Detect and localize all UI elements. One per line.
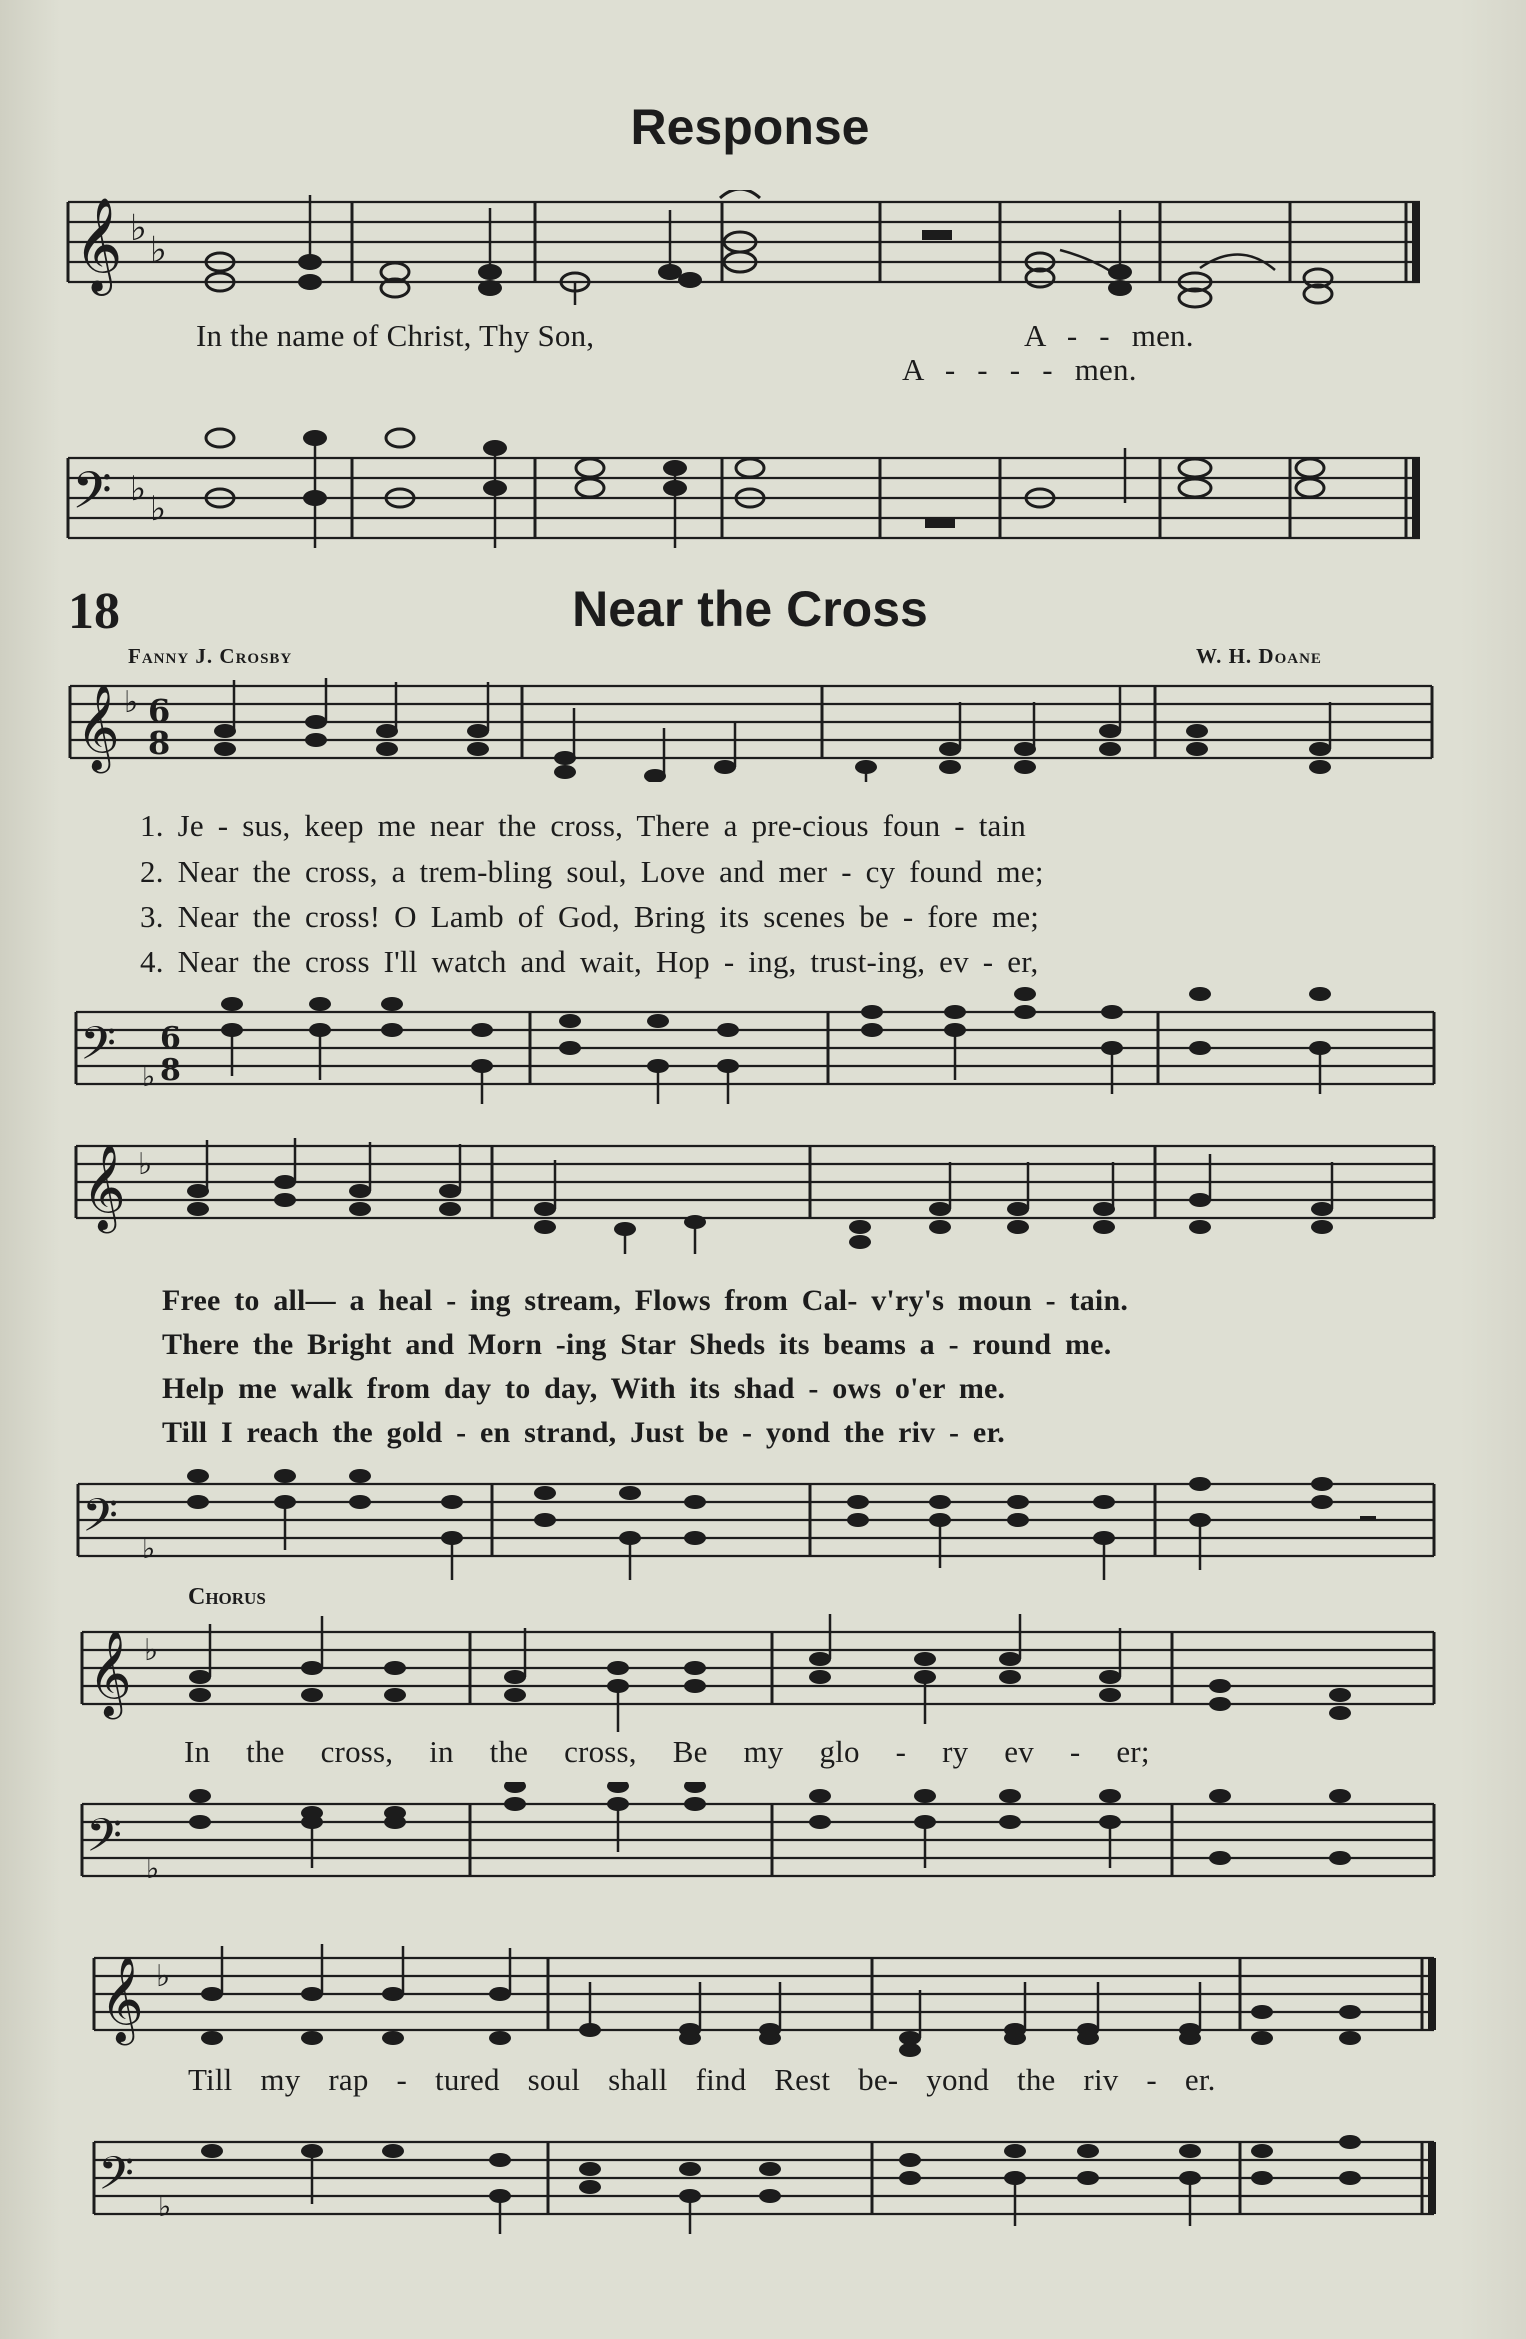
svg-text:6: 6 <box>148 692 171 730</box>
chorus1-treble-staff <box>0 1614 1526 1734</box>
verse1-line1: 1. Je - sus, keep me near the cross, There a pre-cious foun - tain <box>140 808 1026 843</box>
composer-credit: W. H. Doane <box>1196 644 1322 668</box>
verse2-line1: 2. Near the cross, a trem-bling soul, Love and mer - cy found me; <box>140 854 1044 889</box>
hymn-number: 18 <box>68 583 120 640</box>
svg-text:8: 8 <box>148 724 171 762</box>
svg-text:𝄞: 𝄞 <box>100 1956 144 2042</box>
svg-text:𝄢: 𝄢 <box>80 1017 117 1082</box>
svg-text:♭: ♭ <box>146 1852 160 1885</box>
verse4-line2: Till I reach the gold - en strand, Just be - yond the riv - er. <box>162 1416 1005 1449</box>
verse2-line2: There the Bright and Morn -ing Star Sheds its beams a - round me. <box>162 1328 1112 1361</box>
svg-text:♭: ♭ <box>130 469 147 509</box>
svg-text:8: 8 <box>160 1053 181 1088</box>
svg-text:♭: ♭ <box>130 208 147 249</box>
svg-text:♭: ♭ <box>142 1060 156 1093</box>
response-treble-staff <box>0 190 1526 310</box>
svg-text:♭: ♭ <box>142 1532 156 1565</box>
chorus1-bass-staff <box>0 1782 1526 1892</box>
svg-text:♭: ♭ <box>124 685 139 720</box>
system2-treble-staff <box>0 1134 1526 1254</box>
chorus-label: Chorus <box>188 1584 266 1610</box>
chorus-line1: In the cross, in the cross, Be my glo - ry ev - er; <box>184 1734 1150 1769</box>
svg-text:𝄞: 𝄞 <box>88 1630 132 1716</box>
svg-text:𝄢: 𝄢 <box>86 1809 123 1874</box>
response-bass-staff <box>0 418 1526 548</box>
chorus-line2: Till my rap - tured soul shall find Rest be- yond the riv - er. <box>188 2062 1216 2097</box>
chorus2-bass-staff <box>0 2108 1526 2238</box>
svg-text:♭: ♭ <box>150 230 167 271</box>
system1-bass-staff <box>0 984 1526 1104</box>
author-credit: Fanny J. Crosby <box>128 644 293 668</box>
svg-text:♭: ♭ <box>156 1959 171 1994</box>
response-lyric-line1: In the name of Christ, Thy Son, <box>196 318 595 353</box>
system2-bass-staff <box>0 1460 1526 1580</box>
verse1-line2: Free to all— a heal - ing stream, Flows from Cal- v'ry's moun - tain. <box>162 1284 1129 1317</box>
system1-treble-staff <box>0 672 1526 782</box>
response-title: Response <box>630 99 870 155</box>
svg-text:𝄢: 𝄢 <box>72 460 112 533</box>
svg-text:♭: ♭ <box>158 2190 172 2223</box>
verse3-line2: Help me walk from day to day, With its shad - ows o'er me. <box>162 1372 1006 1405</box>
svg-text:𝄞: 𝄞 <box>74 197 123 292</box>
chorus2-treble-staff <box>0 1938 1526 2068</box>
svg-text:𝄢: 𝄢 <box>98 2147 135 2212</box>
hymn-title: Near the Cross <box>572 581 928 637</box>
svg-text:♭: ♭ <box>138 1147 153 1182</box>
verse3-line1: 3. Near the cross! O Lamb of God, Bring its scenes be - fore me; <box>140 899 1040 934</box>
svg-text:♭: ♭ <box>144 1633 159 1668</box>
svg-text:𝄞: 𝄞 <box>76 684 120 770</box>
response-lyric-amen1: A - - men. <box>1024 318 1194 353</box>
response-lyric-amen2: A - - - - men. <box>902 352 1137 387</box>
svg-text:♭: ♭ <box>150 489 167 529</box>
svg-text:𝄞: 𝄞 <box>82 1144 126 1230</box>
verse4-line1: 4. Near the cross I'll watch and wait, Hop - ing, trust-ing, ev - er, <box>140 944 1039 979</box>
svg-text:𝄢: 𝄢 <box>82 1489 119 1554</box>
svg-text:6: 6 <box>160 1021 181 1056</box>
